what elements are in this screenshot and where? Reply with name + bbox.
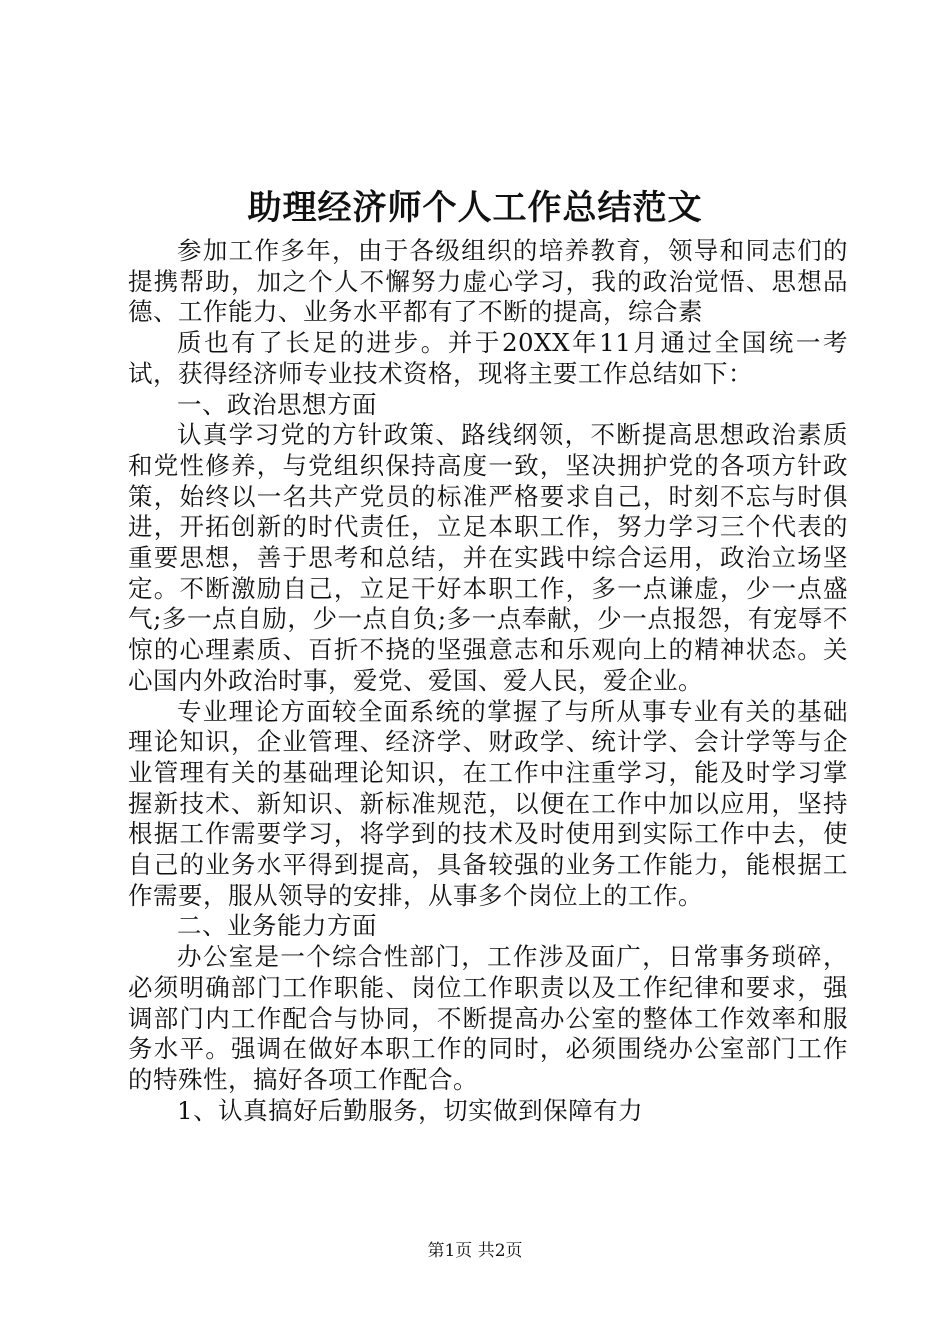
list-item-logistics: 1、认真搞好后勤服务，切实做到保障有力 bbox=[177, 1095, 644, 1125]
document-body bbox=[128, 236, 848, 1126]
section-heading-political: 一、政治思想方面 bbox=[177, 389, 377, 419]
paragraph-office: 办公室是一个综合性部门，工作涉及面广，日常事务琐碎，必须明确部门工作职能、岗位工作职责以及工作纪律和要求，强调部门内工作配合与协同，不断提高办公室的整体工作效率和服务水平。强调在做好本职工作的同时，必须围绕办公室部门工作的特殊性，搞好各项工作配合。 bbox=[128, 942, 848, 1094]
paragraph-political: 认真学习党的方针政策、路线纲领，不断提高思想政治素质和党性修养，与党组织保持高度一致，坚决拥护党的各项方针政策，始终以一名共产党员的标准严格要求自己，时刻不忘与时俱进，开拓创新的时代责任，立足本职工作，努力学习三个代表的重要思想，善于思考和总结，并在实践中综合运用，政治立场坚定。不断激励自己，立足干好本职工作，多一点谦虚，少一点盛气;多一点自励，少一点自负;多一点奉献，少一点报怨，有宠辱不惊的心理素质、百折不挠的坚强意志和乐观向上的精神状态。关心国内外政治时事，爱党、爱国、爱人民，爱企业。 bbox=[128, 420, 848, 695]
document-title: 助理经济师个人工作总结范文 bbox=[247, 188, 703, 228]
paragraph-intro-2: 质也有了长足的进步。并于20XX年11月通过全国统一考试，获得经济师专业技术资格，现将主要工作总结如下： bbox=[128, 328, 848, 388]
section-heading-business: 二、业务能力方面 bbox=[177, 911, 377, 941]
page-footer bbox=[0, 1239, 950, 1263]
page-number: 第1页 共2页 bbox=[427, 1241, 523, 1261]
paragraph-professional-theory: 专业理论方面较全面系统的掌握了与所从事专业有关的基础理论知识，企业管理、经济学、财政学、统计学、会计学等与企业管理有关的基础理论知识，在工作中注重学习，能及时学习掌握新技术、新知识、新标准规范，以便在工作中加以应用，坚持根据工作需要学习，将学到的技术及时使用到实际工作中去，使自己的业务水平得到提高，具备较强的业务工作能力，能根据工作需要，服从领导的安排，从事多个岗位上的工作。 bbox=[128, 696, 848, 910]
paragraph-intro-1: 参加工作多年，由于各级组织的培养教育，领导和同志们的提携帮助，加之个人不懈努力虚心学习，我的政治觉悟、思想品德、工作能力、业务水平都有了不断的提高，综合素 bbox=[128, 236, 848, 327]
